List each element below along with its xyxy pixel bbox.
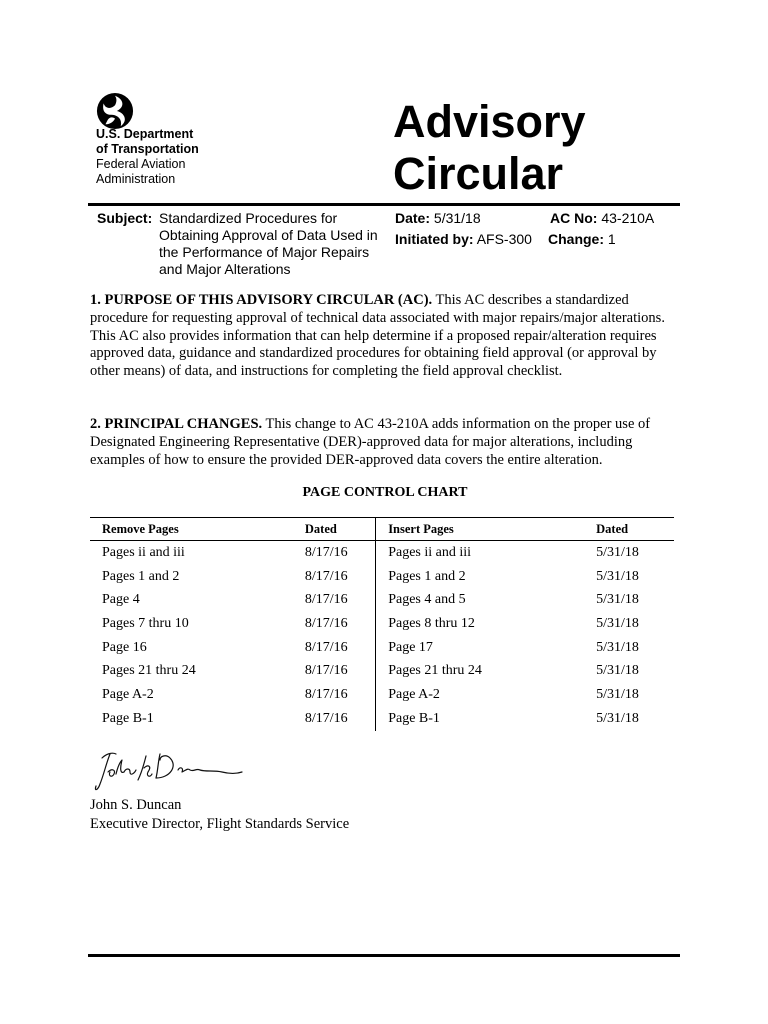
section-heading: 2. PRINCIPAL CHANGES. [90, 416, 263, 432]
initiated-field [395, 231, 532, 248]
insert-dated-cell: 5/31/18 [596, 592, 639, 608]
table-row [90, 659, 674, 683]
signer-name: John S. Duncan [90, 797, 182, 813]
table-header-row [90, 518, 674, 541]
insert-pages-cell: Page 17 [376, 636, 584, 660]
remove-dated-cell: 8/17/16 [304, 686, 348, 702]
insert-pages-cell: Pages 21 thru 24 [376, 659, 584, 683]
change-value: 1 [607, 231, 616, 247]
table-row [90, 588, 674, 612]
signer-title: Executive Director, Flight Standards Service [90, 816, 350, 832]
handwritten-signature [90, 744, 250, 796]
header-dated-removed: Dated [293, 518, 376, 541]
agency-line2: of Transportation [96, 142, 199, 156]
insert-dated-cell: 5/31/18 [596, 686, 639, 702]
section-principal-changes [90, 416, 680, 469]
agency-line4: Administration [96, 172, 176, 186]
date-label: Date: [395, 210, 431, 226]
remove-pages-cell: Page 16 [102, 639, 147, 655]
agency-line1: U.S. Department [96, 127, 194, 141]
date-value: 5/31/18 [433, 210, 481, 226]
remove-dated-cell: 8/17/16 [304, 592, 348, 608]
insert-dated-cell: 5/31/18 [596, 639, 639, 655]
remove-dated-cell: 8/17/16 [304, 544, 348, 560]
insert-dated-cell: 5/31/18 [596, 544, 639, 560]
table-row [90, 541, 674, 565]
insert-pages-cell: Pages 1 and 2 [376, 565, 584, 589]
table-row [90, 612, 674, 636]
remove-dated-cell: 8/17/16 [304, 710, 348, 726]
date-field [395, 210, 481, 227]
table-row [90, 565, 674, 589]
remove-dated-cell: 8/17/16 [304, 663, 348, 679]
acno-field [550, 210, 654, 227]
title-line1: Advisory [393, 96, 586, 147]
header-insert-pages: Insert Pages [376, 518, 584, 541]
remove-dated-cell: 8/17/16 [304, 615, 348, 631]
document-title [393, 96, 586, 200]
section-body: This change to AC 43-210A adds information on the proper use of Designated Engineering Representative (DER)-approved data for major alterations, including examples of how to ensure the provided DER-approved data covers the entire alteration. [90, 416, 651, 468]
table-row [90, 707, 674, 731]
page-control-chart-title: PAGE CONTROL CHART [302, 485, 468, 500]
remove-pages-cell: Page 4 [102, 592, 140, 608]
agency-line3: Federal Aviation [96, 157, 186, 171]
acno-value: 43-210A [601, 210, 655, 226]
section-body: This AC describes a standardized procedure for requesting approval of technical data associated with major repairs/major alterations. This AC also provides information that can help determine if a proposed repair/alteration requires approved data, guidance and standardized procedures for obtaining field approval (or approval by other means) of data, and instructions for completing the field approval checklist. [90, 292, 665, 380]
section-heading: 1. PURPOSE OF THIS ADVISORY CIRCULAR (AC). [90, 292, 433, 308]
initiated-label: Initiated by: [395, 231, 474, 247]
remove-dated-cell: 8/17/16 [304, 568, 348, 584]
remove-pages-cell: Pages 21 thru 24 [102, 663, 196, 679]
page-control-table [90, 517, 674, 731]
remove-pages-cell: Page A-2 [102, 686, 154, 702]
title-line2: Circular [393, 148, 564, 199]
footer-divider [88, 954, 680, 957]
acno-label: AC No: [550, 210, 598, 226]
insert-pages-cell: Pages 4 and 5 [376, 588, 584, 612]
remove-pages-cell: Page B-1 [102, 710, 154, 726]
section-purpose [90, 292, 680, 381]
change-field [548, 231, 616, 248]
table-row [90, 683, 674, 707]
dot-logo-icon [96, 92, 134, 130]
remove-pages-cell: Pages 1 and 2 [102, 568, 180, 584]
insert-pages-cell: Pages ii and iii [376, 541, 584, 565]
header-dated-inserted: Dated [584, 518, 674, 541]
insert-pages-cell: Page B-1 [376, 707, 584, 731]
change-label: Change: [548, 231, 604, 247]
insert-pages-cell: Pages 8 thru 12 [376, 612, 584, 636]
insert-dated-cell: 5/31/18 [596, 663, 639, 679]
table-row [90, 636, 674, 660]
initiated-value: AFS-300 [476, 231, 532, 247]
subject-text: Standardized Procedures for Obtaining Approval of Data Used in the Performance of Major Repairs and Major Alterations [159, 210, 378, 277]
remove-dated-cell: 8/17/16 [304, 639, 348, 655]
insert-dated-cell: 5/31/18 [596, 568, 639, 584]
header-divider [88, 203, 680, 206]
remove-pages-cell: Pages ii and iii [102, 544, 185, 560]
agency-block [96, 127, 199, 187]
header-remove-pages: Remove Pages [90, 518, 293, 541]
subject-label: Subject: [97, 210, 153, 226]
remove-pages-cell: Pages 7 thru 10 [102, 615, 189, 631]
insert-pages-cell: Page A-2 [376, 683, 584, 707]
insert-dated-cell: 5/31/18 [596, 710, 639, 726]
insert-dated-cell: 5/31/18 [596, 615, 639, 631]
